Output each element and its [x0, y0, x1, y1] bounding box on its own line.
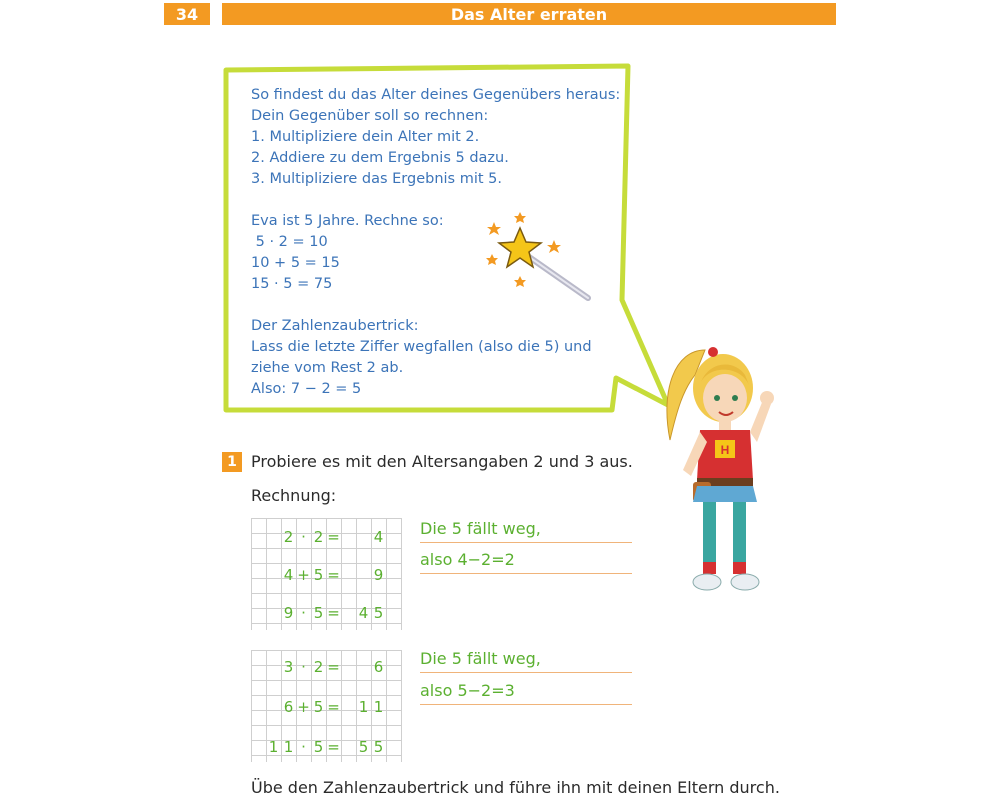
grid-cell [386, 696, 401, 718]
footer-instruction: Übe den Zahlenzaubertrick und führe ihn mit deinen Eltern durch. [251, 778, 780, 797]
example-calc-1: 5 · 2 = 10 [251, 234, 328, 250]
grid-cell: 5 [313, 604, 324, 622]
grid-cell [251, 526, 266, 548]
example-calc-2: 10 + 5 = 15 [251, 255, 340, 271]
grid-cell: + [297, 566, 310, 584]
grid-cell: · [301, 528, 306, 546]
grid-cell: 6 [283, 698, 294, 716]
grid-cell: 2 [283, 528, 294, 546]
grid-cell [356, 564, 371, 586]
grid-cell [386, 602, 401, 624]
answer-2-line-1[interactable]: Die 5 fällt weg, [420, 648, 632, 673]
grid1-row-2 [251, 564, 401, 586]
page-number: 34 [164, 3, 210, 25]
grid-cell: = [327, 658, 340, 676]
grid-cell: 5 [313, 738, 324, 756]
bubble-intro: So findest du das Alter deines Gegenübers heraus: [251, 87, 621, 103]
answer-1-line-2[interactable]: also 4−2=2 [420, 549, 632, 574]
grid-cell [251, 602, 266, 624]
grid-cell: 6 [373, 658, 384, 676]
grid-cell [341, 736, 356, 758]
grid-cell [386, 564, 401, 586]
trick-line-3: Also: 7 − 2 = 5 [251, 381, 362, 397]
grid-cell [356, 656, 371, 678]
grid-cell: 9 [283, 604, 294, 622]
grid-cell: 1 [268, 738, 279, 756]
grid-cell: 4 [373, 528, 384, 546]
grid-cell: · [301, 604, 306, 622]
grid-cell: = [327, 698, 340, 716]
grid2-row-2 [251, 696, 401, 718]
grid1-row-1 [251, 526, 401, 548]
task-number-badge: 1 [222, 452, 242, 472]
grid-cell: = [327, 738, 340, 756]
grid-cell [341, 656, 356, 678]
grid-cell: 3 [283, 658, 294, 676]
grid-cell: 5 [313, 698, 324, 716]
grid-cell: = [327, 566, 340, 584]
trick-title: Der Zahlenzaubertrick: [251, 318, 419, 334]
grid-cell: · [301, 738, 306, 756]
grid-cell [386, 736, 401, 758]
grid-cell: 2 [313, 658, 324, 676]
math-grid-2 [251, 650, 402, 762]
grid-cell [251, 656, 266, 678]
grid-cell: 4 [283, 566, 294, 584]
grid-cell: 1 [373, 698, 384, 716]
trick-line-2: ziehe vom Rest 2 ab. [251, 360, 404, 376]
grid-cell: 9 [373, 566, 384, 584]
grid2-row-3 [251, 736, 401, 758]
grid-cell [341, 564, 356, 586]
step-2: 2. Addiere zu dem Ergebnis 5 dazu. [251, 150, 509, 166]
grid-cell: 4 [358, 604, 369, 622]
step-1: 1. Multipliziere dein Alter mit 2. [251, 129, 480, 145]
grid-cell: · [301, 658, 306, 676]
grid2-row-1 [251, 656, 401, 678]
grid-cell [251, 696, 266, 718]
grid-cell [266, 656, 281, 678]
grid-cell: + [297, 698, 310, 716]
grid-cell: 1 [283, 738, 294, 756]
grid-cell: 5 [313, 566, 324, 584]
grid-cell [266, 526, 281, 548]
example-calc-3: 15 · 5 = 75 [251, 276, 333, 292]
page-title: Das Alter erraten [222, 3, 836, 25]
grid-cell [356, 526, 371, 548]
grid-cell [251, 736, 266, 758]
bubble-instruction: Dein Gegenüber soll so rechnen: [251, 108, 489, 124]
grid-cell [386, 526, 401, 548]
grid-cell [386, 656, 401, 678]
grid-cell [341, 602, 356, 624]
grid-cell: 5 [373, 604, 384, 622]
grid-cell: 5 [373, 738, 384, 756]
calc-label: Rechnung: [251, 486, 337, 505]
girl-illustration [655, 330, 775, 610]
grid-cell [266, 696, 281, 718]
magic-wand-icon [480, 210, 600, 310]
grid-cell [341, 526, 356, 548]
grid1-row-3 [251, 602, 401, 624]
math-grid-1 [251, 518, 402, 630]
grid-cell: = [327, 528, 340, 546]
answer-2-line-2[interactable]: also 5−2=3 [420, 680, 632, 705]
answer-1-line-1[interactable]: Die 5 fällt weg, [420, 518, 632, 543]
grid-cell [251, 564, 266, 586]
grid-cell [266, 602, 281, 624]
task-text: Probiere es mit den Altersangaben 2 und 3 aus. [251, 452, 633, 471]
svg-text:H: H [720, 443, 730, 457]
grid-cell [341, 696, 356, 718]
step-3: 3. Multipliziere das Ergebnis mit 5. [251, 171, 502, 187]
trick-line-1: Lass die letzte Ziffer wegfallen (also die 5) und [251, 339, 592, 355]
grid-cell: 1 [358, 698, 369, 716]
grid-cell: 2 [313, 528, 324, 546]
grid-cell: = [327, 604, 340, 622]
grid-cell: 5 [358, 738, 369, 756]
example-intro: Eva ist 5 Jahre. Rechne so: [251, 213, 444, 229]
grid-cell [266, 564, 281, 586]
